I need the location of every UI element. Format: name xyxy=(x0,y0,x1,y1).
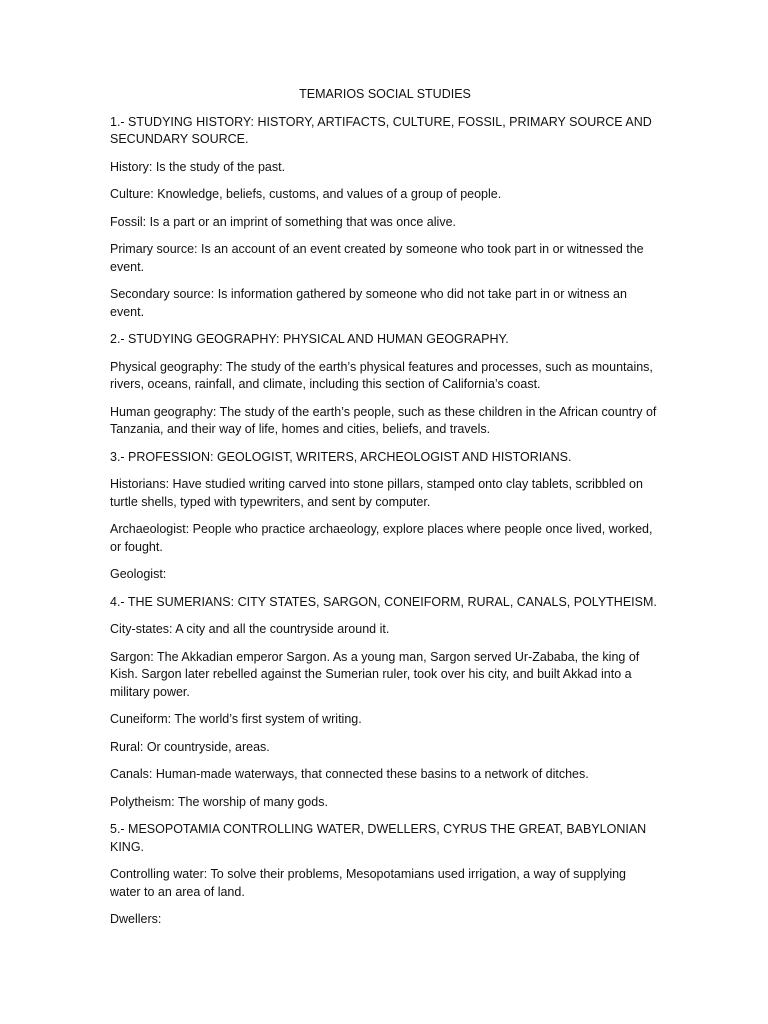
definition-culture: Culture: Knowledge, beliefs, customs, and values of a group of people. xyxy=(110,187,502,201)
section-heading-studying-geography: 2.- STUDYING GEOGRAPHY: PHYSICAL AND HUMAN GEOGRAPHY. xyxy=(110,332,509,346)
definition-historians: Historians: Have studied writing carved into stone pillars, stamped onto clay tablets, scribbled on turtle shells, typed with typewriters, and sent by computer. xyxy=(110,477,643,509)
definition-cuneiform: Cuneiform: The world’s first system of writing. xyxy=(110,712,362,726)
definition-fossil: Fossil: Is a part or an imprint of something that was once alive. xyxy=(110,214,456,229)
definition-secondary-source: Secondary source: Is information gathered by someone who did not take part in or witness an event. xyxy=(110,287,627,319)
definition-sargon: Sargon: The Akkadian emperor Sargon. As a young man, Sargon served Ur-Zababa, the king of Kish. Sargon later rebelled against the Sumerian ruler, took over his city, and built Akkad into a military power. xyxy=(110,649,640,699)
definition-archaeologist: Archaeologist: People who practice archaeology, explore places where people once lived, worked, or fought. xyxy=(110,522,653,554)
section-heading-mesopotamia: 5.- MESOPOTAMIA CONTROLLING WATER, DWELLERS, CYRUS THE GREAT, BABYLONIAN KING. xyxy=(110,822,647,854)
section-heading-profession: 3.- PROFESSION: GEOLOGIST, WRITERS, ARCHEOLOGIST AND HISTORIANS. xyxy=(110,449,572,464)
definition-city-states: City-states: A city and all the countryside around it. xyxy=(110,622,390,636)
definition-dwellers: Dwellers: xyxy=(110,912,162,926)
definition-controlling-water: Controlling water: To solve their problems, Mesopotamians used irrigation, a way of supplying water to an area of land. xyxy=(110,867,626,899)
definition-canals: Canals: Human-made waterways, that connected these basins to a network of ditches. xyxy=(110,767,589,781)
definition-physical-geography: Physical geography: The study of the earth’s physical features and processes, such as mountains, rivers, oceans, rainfall, and climate, including this section of California’s coast. xyxy=(110,359,653,391)
document-body xyxy=(110,86,660,939)
definition-history: History: Is the study of the past. xyxy=(110,159,286,174)
definition-rural: Rural: Or countryside, areas. xyxy=(110,739,270,754)
definition-geologist: Geologist: xyxy=(110,567,167,581)
document-title: TEMARIOS SOCIAL STUDIES xyxy=(299,87,471,101)
section-heading-sumerians: 4.- THE SUMERIANS: CITY STATES, SARGON, CONEIFORM, RURAL, CANALS, POLYTHEISM. xyxy=(110,594,657,609)
definition-human-geography: Human geography: The study of the earth’s people, such as these children in the African country of Tanzania, and their way of life, homes and cities, beliefs, and travels. xyxy=(110,404,657,436)
section-heading-studying-history: 1.- STUDYING HISTORY: HISTORY, ARTIFACTS, CULTURE, FOSSIL, PRIMARY SOURCE AND SECUNDARY SOURCE. xyxy=(110,114,652,146)
definition-primary-source: Primary source: Is an account of an event created by someone who took part in or witnessed the event. xyxy=(110,242,644,274)
definition-polytheism: Polytheism: The worship of many gods. xyxy=(110,794,328,809)
